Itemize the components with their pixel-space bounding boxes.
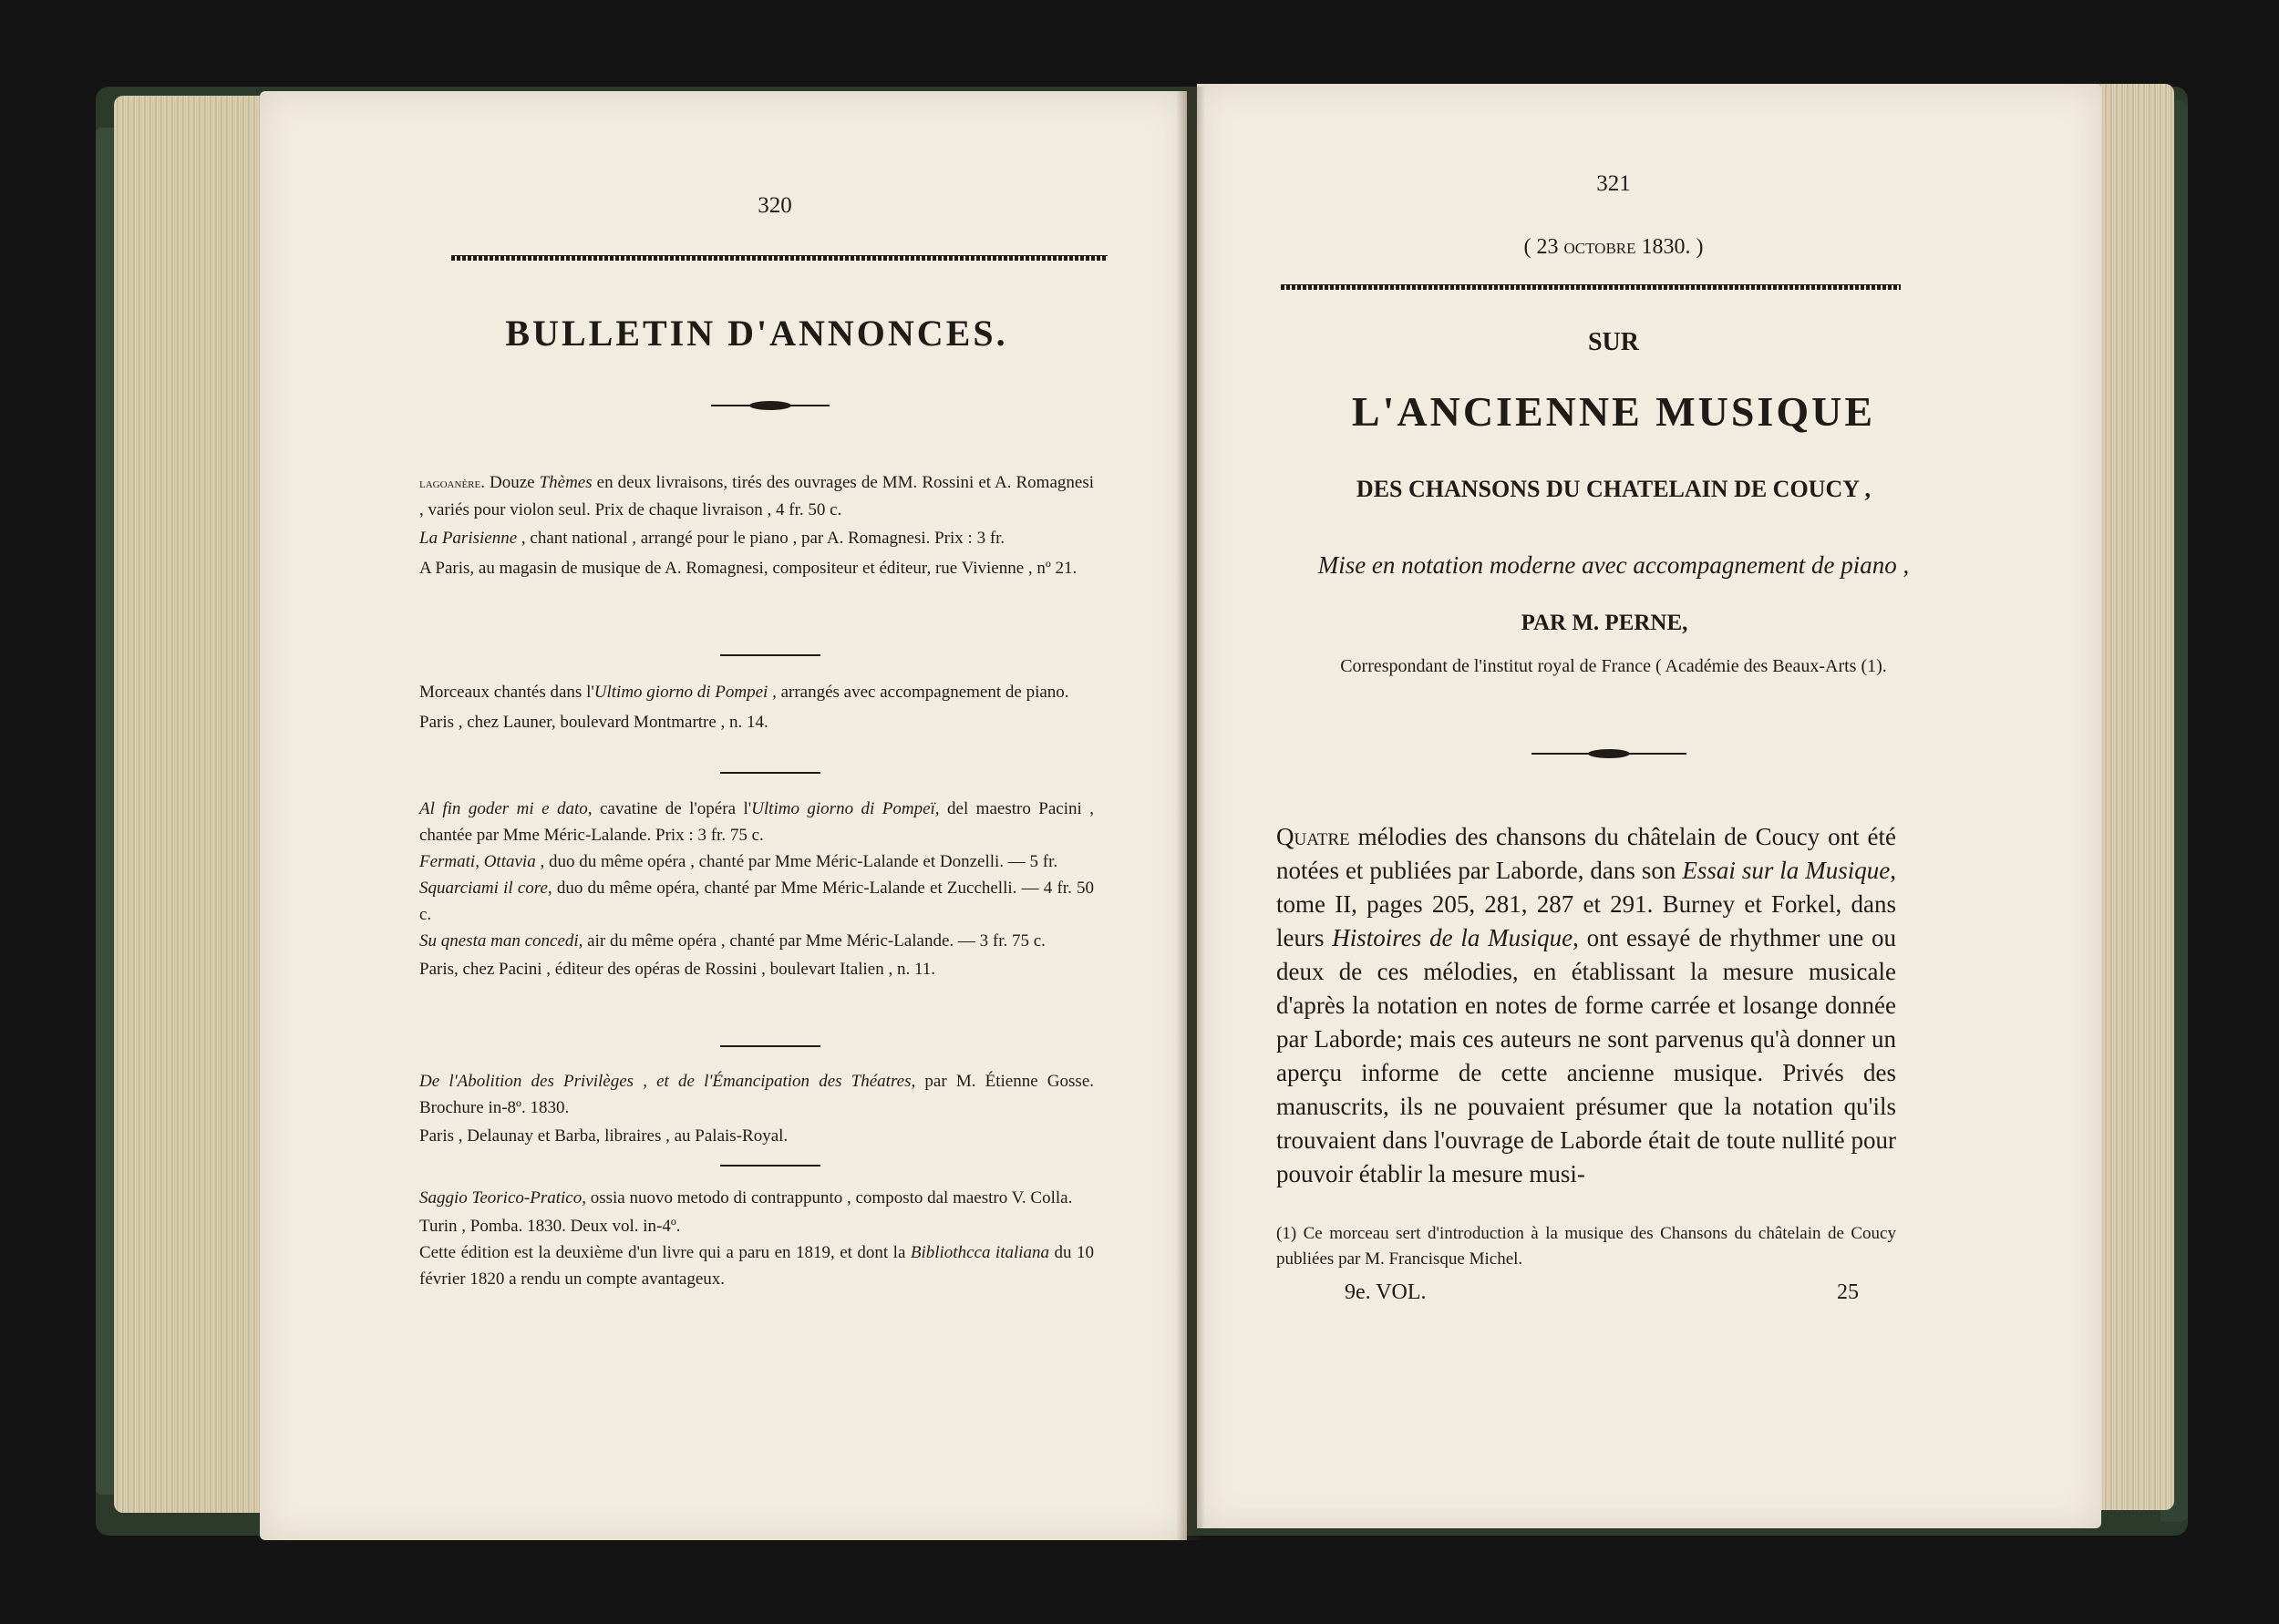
left-heading: BULLETIN D'ANNONCES. <box>505 313 1008 354</box>
entry-title: Su qnesta man concedi, <box>419 931 583 951</box>
entry-title: De l'Abolition des Privilèges , et de l'Émancipation des Théatres, <box>419 1072 916 1091</box>
article-affiliation: Correspondant de l'institut royal de France ( Académie des Beaux-Arts (1). <box>1340 656 1887 676</box>
entry-text: , duo du même opéra , chanté par Mme Méric-Lalande et Donzelli. — 5 fr. <box>535 852 1058 871</box>
body-title: Histoires de la Musique <box>1332 924 1573 951</box>
article-body <box>1276 820 1896 1191</box>
article-sur: SUR <box>1587 328 1639 356</box>
article-subtitle: DES CHANSONS DU CHATELAIN DE COUCY , <box>1356 476 1872 502</box>
book-gutter <box>1176 87 1205 1540</box>
ornament-divider <box>1531 749 1686 758</box>
date-line: ( 23 octobre 1830. ) <box>1523 235 1704 259</box>
body-title: Essai sur la Musique <box>1682 857 1891 884</box>
entry-text: A Paris, au magasin de musique de A. Romagnesi, compositeur et éditeur, rue Vivienne , nº 21. <box>419 559 1078 578</box>
entry-title: Thèmes <box>539 473 593 492</box>
entry-text: air du même opéra , chanté par Mme Méric-Lalande. — 3 fr. 75 c. <box>583 931 1046 951</box>
announcement-entry <box>419 796 1094 982</box>
entry-title: Saggio Teorico-Pratico, <box>419 1188 586 1208</box>
entry-text: Turin , Pomba. 1830. Deux vol. in-4º. <box>419 1217 681 1236</box>
article-title: L'ANCIENNE MUSIQUE <box>1351 388 1876 435</box>
entry-text: Paris , chez Launer, boulevard Montmartre , n. 14. <box>419 713 768 732</box>
announcement-entry <box>419 469 1094 581</box>
entry-title: La Parisienne <box>419 529 518 548</box>
article-italic-line: Mise en notation moderne avec accompagnement de piano , <box>1317 551 1910 579</box>
header-rule-right <box>1281 284 1901 290</box>
header-rule-left <box>451 255 1108 261</box>
ornament-divider <box>711 401 830 410</box>
entry-title: Al fin goder mi e dato, <box>419 799 593 818</box>
entry-text: , arrangés avec accompagnement de piano. <box>768 683 1069 702</box>
divider-rule <box>720 1165 820 1167</box>
entry-text: cavatine de l'opéra l' <box>592 799 752 818</box>
dropcap-word: Quatre <box>1276 823 1350 850</box>
entry-text: . Douze <box>480 473 540 492</box>
announcement-entry <box>419 1068 1094 1149</box>
entry-text: del maestro Pacini , chantée par Mme Méric-Lalande. Prix : 3 fr. 75 c. <box>419 799 1094 845</box>
page-number-left: 320 <box>758 193 792 218</box>
body-text: mélodies des chansons du châtelain de Coucy ont été notées et publiées par Laborde, dans son <box>1276 823 1896 884</box>
entry-text: par M. Étienne Gosse. Brochure in-8º. 1830. <box>419 1072 1095 1117</box>
entry-title: Bibliothcca italiana <box>910 1243 1050 1262</box>
body-text: , ont essayé de rhythmer une ou deux de ces mélodies, en établissant la mesure musicale d'après la notation en notes de forme carrée et losange donnée par Laborde; mais ces auteurs ne sont parvenus qu'à donner un aperçu informe de cette ancienne musique. Privés des manuscrits, ils ne pouvaient présumer que la notation qu'ils trouvaient dans l'ouvrage de Laborde était de toute nullité pour pouvoir établir la mesure musi- <box>1276 924 1897 1187</box>
signature-volume: 9e. VOL. <box>1345 1280 1427 1304</box>
announcement-entry <box>419 679 1094 735</box>
divider-rule <box>720 1045 820 1047</box>
announcement-entry <box>419 1185 1094 1292</box>
page-edges-right <box>2097 84 2174 1510</box>
entry-text: duo du même opéra, chanté par Mme Méric-Lalande et Zucchelli. — 4 fr. 50 c. <box>419 879 1095 924</box>
entry-text: , chant national , arrangé pour le piano , par A. Romagnesi. Prix : 3 fr. <box>517 529 1005 548</box>
entry-text: Paris, chez Pacini , éditeur des opéras de Rossini , boulevart Italien , n. 11. <box>419 960 935 979</box>
entry-title: Ultimo giorno di Pompeï, <box>751 799 940 818</box>
footnote <box>1276 1221 1896 1272</box>
article-byline: PAR M. PERNE, <box>1521 611 1688 635</box>
footnote-text: (1) Ce morceau sert d'introduction à la musique des Chansons du châtelain de Coucy publiées par M. Francisque Michel. <box>1276 1224 1896 1269</box>
entry-text: Cette édition est la deuxième d'un livre qui a paru en 1819, et dont la <box>419 1243 911 1262</box>
entry-title: Fermati, Ottavia <box>419 852 536 871</box>
signature-number: 25 <box>1837 1280 1859 1304</box>
divider-rule <box>720 772 820 774</box>
page-edges-left <box>114 96 264 1513</box>
entry-author: lagoanère <box>419 476 481 491</box>
page-number-right: 321 <box>1596 171 1631 196</box>
entry-text: du 10 février 1820 a rendu un compte avantageux. <box>419 1243 1095 1289</box>
right-page <box>1197 84 2101 1528</box>
entry-text: Paris , Delaunay et Barba, libraires , au Palais-Royal. <box>419 1126 789 1146</box>
entry-text: Morceaux chantés dans l' <box>419 683 594 702</box>
entry-text: ossia nuovo metodo di contrappunto , composto dal maestro V. Colla. <box>585 1188 1073 1208</box>
body-text: , tome II, pages 205, 281, 287 et 291. Burney et Forkel, dans leurs <box>1276 857 1896 951</box>
entry-text: en deux livraisons, tirés des ouvrages de MM. Rossini et A. Romagnesi , variés pour violon seul. Prix de chaque livraison , 4 fr. 50 c. <box>419 473 1094 519</box>
entry-title: Ultimo giorno di Pompei <box>593 683 768 702</box>
entry-title: Squarciami il core, <box>419 879 552 898</box>
divider-rule <box>720 654 820 656</box>
